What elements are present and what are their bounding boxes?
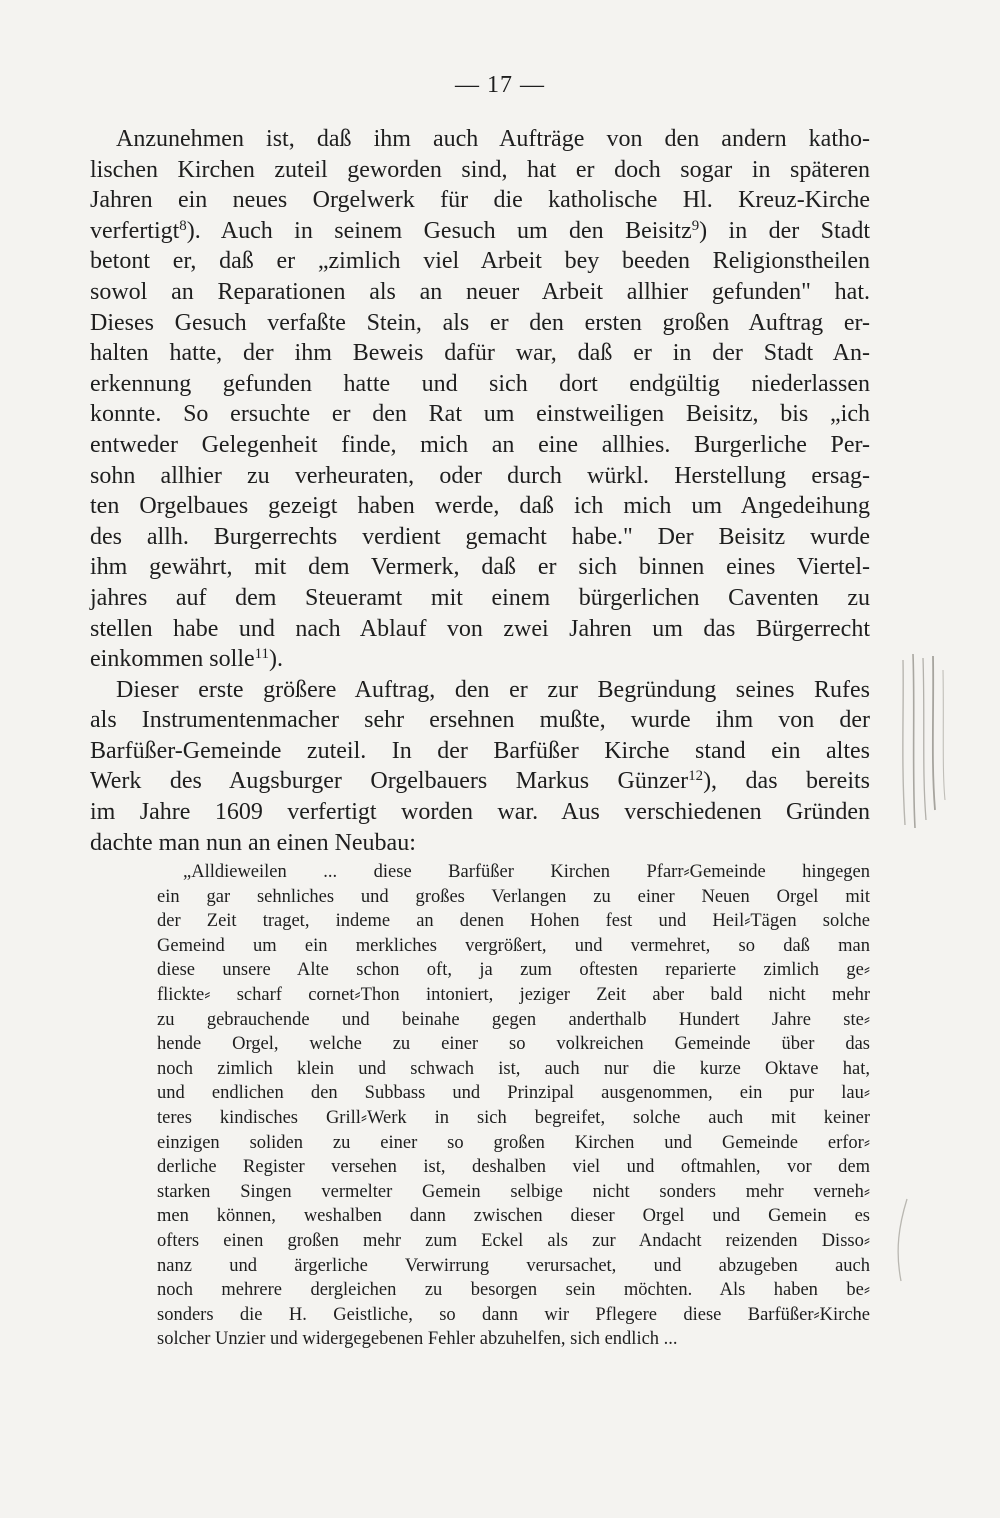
quote-line: nanz und ärgerliche Verwirrung verursachet, und abzugeben auch bbox=[157, 1255, 870, 1276]
text-line: ihm gewährt, mit dem Vermerk, daß er sich binnen eines Viertel- bbox=[90, 554, 870, 581]
quote-line: diese unsere Alte schon oft, ja zum oftesten reparierte zimlich ge⸗ bbox=[157, 960, 870, 981]
block-quote bbox=[157, 860, 870, 1352]
quote-line: men können, weshalben dann zwischen dieser Orgel und Gemein es bbox=[157, 1206, 870, 1227]
text-line: lischen Kirchen zuteil geworden sind, hat er doch sogar in späteren bbox=[90, 156, 870, 183]
margin-pencil-mark-lower bbox=[885, 1195, 915, 1285]
quote-line: der Zeit traget, indeme an denen Hohen fest und Heil⸗Tägen solche bbox=[157, 911, 870, 932]
margin-pencil-marks bbox=[895, 650, 955, 830]
quote-line: ein gar sehnliches und großes Verlangen zu einer Neuen Orgel mit bbox=[157, 886, 870, 907]
quote-line: und endlichen den Subbass und Prinzipal ausgenommen, ein pur lau⸗ bbox=[157, 1083, 870, 1104]
text-line: Werk des Augsburger Orgelbauers Markus Günzer$^{12}$), das bereits bbox=[90, 768, 871, 795]
footnote-marker: 8 bbox=[179, 217, 187, 234]
text-line: betont er, daß er „zimlich viel Arbeit bey beeden Religionstheilen bbox=[90, 248, 870, 275]
quote-line: sonders die H. Geistliche, so dann wir Pflegere diese Barfüßer⸗Kirche bbox=[157, 1304, 870, 1325]
text-line: Dieses Gesuch verfaßte Stein, als er den ersten großen Auftrag er- bbox=[90, 309, 870, 336]
text-line: Jahren ein neues Orgelwerk für die katholische Hl. Kreuz-Kirche bbox=[90, 187, 870, 214]
text-line: jahres auf dem Steueramt mit einem bürgerlichen Caventen zu bbox=[90, 584, 870, 611]
quote-line: ofters einen großen mehr zum Eckel als zur Andacht reizenden Disso⸗ bbox=[157, 1230, 870, 1251]
quote-line: hende Orgel, welche zu einer so volkreichen Gemeinde über das bbox=[157, 1034, 870, 1055]
footnote-marker: 9 bbox=[691, 217, 700, 234]
text-line: des allh. Burgerrechts verdient gemacht habe." Der Beisitz wurde bbox=[90, 523, 870, 550]
quote-line: derliche Register versehen ist, deshalben viel und oftmahlen, vor dem bbox=[157, 1157, 870, 1178]
text-line: entweder Gelegenheit finde, mich an eine allhies. Burgerliche Per- bbox=[90, 431, 870, 458]
text-line: verfertigt$^8$). Auch in seinem Gesuch um den Beisitz$^9$) in der Stadt bbox=[90, 217, 870, 244]
text-line: erkennung gefunden hatte und sich dort endgültig niederlassen bbox=[90, 370, 870, 397]
quote-line: zu gebrauchende und beinahe gegen anderthalb Hundert Jahre ste⸗ bbox=[157, 1009, 870, 1030]
footnote-marker: 12 bbox=[688, 768, 704, 785]
quote-line: flickte⸗ scharf cornet⸗Thon intoniert, jeziger Zeit aber bald nicht mehr bbox=[157, 984, 870, 1005]
text-line: dachte man nun an einen Neubau: bbox=[90, 829, 416, 856]
text-line: im Jahre 1609 verfertigt worden war. Aus verschiedenen Gründen bbox=[90, 799, 870, 826]
text-line: sowol an Reparationen als an neuer Arbeit allhier gefunden" hat. bbox=[90, 278, 870, 305]
quote-line: teres kindisches Grill⸗Werk in sich begreifet, solche auch mit keiner bbox=[157, 1107, 870, 1128]
quote-line: noch mehrere dergleichen zu besorgen sein möchten. Als haben be⸗ bbox=[157, 1280, 870, 1301]
text-line: halten hatte, der ihm Beweis dafür war, daß er in der Stadt An- bbox=[90, 340, 870, 367]
text-line: Anzunehmen ist, daß ihm auch Aufträge von den andern katho- bbox=[116, 126, 870, 152]
text-line: sohn allhier zu verheuraten, oder durch würkl. Herstellung ersag- bbox=[90, 462, 870, 489]
page-number: — 17 — bbox=[455, 72, 545, 98]
quote-line: starken Singen vermelter Gemein selbige nicht sonders mehr verneh⸗ bbox=[157, 1181, 870, 1202]
text-line: als Instrumentenmacher sehr ersehnen mußte, wurde ihm von der bbox=[90, 707, 870, 734]
text-line: Dieser erste größere Auftrag, den er zur Begründung seines Rufes bbox=[116, 676, 870, 703]
footnote-marker: 11 bbox=[254, 645, 269, 662]
text-line: ten Orgelbaues gezeigt haben werde, daß ich mich um Angedeihung bbox=[90, 493, 870, 520]
quote-line: „Alldieweilen ... diese Barfüßer Kirchen Pfarr⸗Gemeinde hingegen bbox=[183, 862, 870, 882]
text-line: konnte. So ersuchte er den Rat um einstweiligen Beisitz, bis „ich bbox=[90, 401, 870, 428]
quote-line: einzigen soliden zu einer so großen Kirchen und Gemeinde erfor⸗ bbox=[157, 1132, 870, 1153]
text-line: Barfüßer-Gemeinde zuteil. In der Barfüßer Kirche stand ein altes bbox=[90, 737, 870, 764]
quote-line: solcher Unzier und widergegebenen Fehler abzuhelfen, sich endlich ... bbox=[157, 1329, 678, 1350]
quote-line: Gemeind um ein merkliches vergrößert, und vermehret, so daß man bbox=[157, 935, 870, 956]
text-line: einkommen solle$^{11}$). bbox=[90, 645, 283, 673]
quote-line: noch zimlich klein und schwach ist, auch nur die kurze Oktave hat, bbox=[157, 1058, 870, 1079]
main-text bbox=[90, 124, 870, 858]
text-line: stellen habe und nach Ablauf von zwei Jahren um das Bürgerrecht bbox=[90, 615, 870, 642]
